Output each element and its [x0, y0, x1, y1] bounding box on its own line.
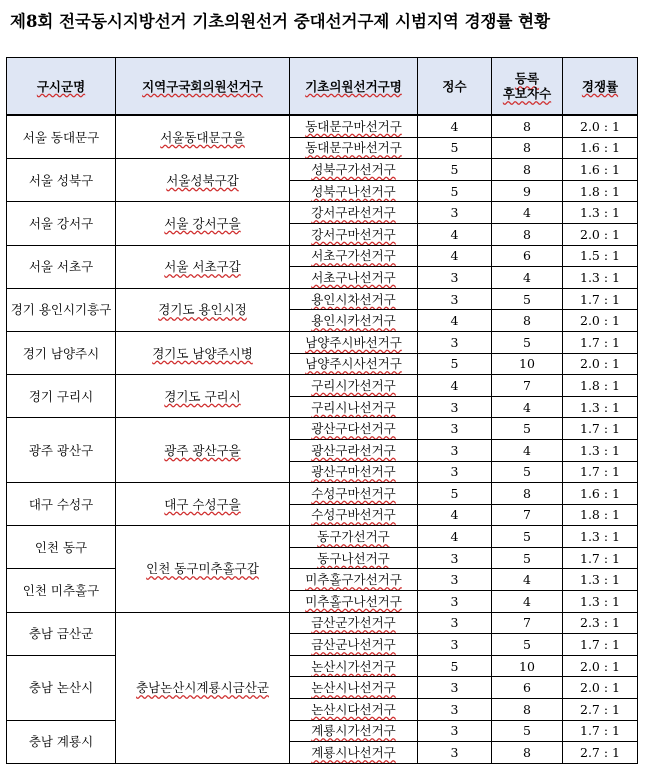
cell-candidates: 10 — [492, 353, 563, 375]
cell-ratio: 2.0 : 1 — [563, 655, 638, 677]
table-row — [7, 483, 638, 505]
cell-seats: 4 — [418, 310, 492, 332]
table-row — [7, 115, 638, 137]
cell-ratio: 1.7 : 1 — [563, 461, 638, 483]
cell-candidates: 5 — [492, 288, 563, 310]
cell-seats: 3 — [418, 396, 492, 418]
cell-district: 동구가선거구 — [290, 526, 418, 548]
cell-seats: 5 — [418, 180, 492, 202]
cell-ratio: 1.8 : 1 — [563, 180, 638, 202]
cell-sigungu: 경기 구리시 — [7, 375, 116, 418]
cell-candidates: 7 — [492, 612, 563, 634]
cell-district: 광산구다선거구 — [290, 418, 418, 440]
cell-district: 성북구나선거구 — [290, 180, 418, 202]
cell-district: 계룡시나선거구 — [290, 742, 418, 764]
cell-seats: 4 — [418, 115, 492, 137]
cell-ratio: 1.3 : 1 — [563, 591, 638, 613]
cell-ratio: 1.3 : 1 — [563, 202, 638, 224]
cell-candidates: 4 — [492, 591, 563, 613]
header-candidates: 등록 후보자수 — [492, 58, 563, 116]
cell-candidates: 8 — [492, 137, 563, 159]
cell-constituency: 경기도 용인시정 — [116, 288, 290, 331]
cell-constituency: 경기도 구리시 — [116, 375, 290, 418]
cell-seats: 3 — [418, 461, 492, 483]
cell-ratio: 2.0 : 1 — [563, 677, 638, 699]
cell-constituency: 서울동대문구을 — [116, 115, 290, 159]
cell-ratio: 2.3 : 1 — [563, 612, 638, 634]
cell-candidates: 4 — [492, 202, 563, 224]
cell-district: 미추홀구나선거구 — [290, 591, 418, 613]
cell-ratio: 1.5 : 1 — [563, 245, 638, 267]
cell-seats: 5 — [418, 483, 492, 505]
cell-sigungu: 서울 성북구 — [7, 159, 116, 202]
cell-district: 구리시가선거구 — [290, 375, 418, 397]
cell-ratio: 1.7 : 1 — [563, 418, 638, 440]
cell-seats: 3 — [418, 267, 492, 289]
cell-district: 서초구나선거구 — [290, 267, 418, 289]
table-row — [7, 202, 638, 224]
cell-sigungu: 충남 논산시 — [7, 655, 116, 720]
competition-table — [6, 57, 638, 764]
cell-seats: 4 — [418, 526, 492, 548]
cell-ratio: 1.7 : 1 — [563, 288, 638, 310]
cell-sigungu: 서울 동대문구 — [7, 115, 116, 159]
table-row — [7, 569, 638, 591]
cell-ratio: 1.7 : 1 — [563, 547, 638, 569]
cell-district: 광산구라선거구 — [290, 439, 418, 461]
cell-seats: 4 — [418, 504, 492, 526]
cell-district: 미추홀구가선거구 — [290, 569, 418, 591]
cell-candidates: 8 — [492, 483, 563, 505]
cell-sigungu: 서울 강서구 — [7, 202, 116, 245]
cell-ratio: 1.3 : 1 — [563, 439, 638, 461]
table-row — [7, 159, 638, 181]
cell-district: 수성구마선거구 — [290, 483, 418, 505]
cell-candidates: 5 — [492, 547, 563, 569]
cell-district: 강서구마선거구 — [290, 223, 418, 245]
cell-seats: 5 — [418, 655, 492, 677]
cell-constituency: 서울성북구갑 — [116, 159, 290, 202]
cell-ratio: 2.0 : 1 — [563, 310, 638, 332]
cell-ratio: 1.3 : 1 — [563, 396, 638, 418]
cell-seats: 4 — [418, 245, 492, 267]
cell-candidates: 8 — [492, 310, 563, 332]
cell-sigungu: 경기 남양주시 — [7, 331, 116, 374]
cell-seats: 5 — [418, 137, 492, 159]
header-ratio: 경쟁률 — [563, 58, 638, 116]
header-district: 기초의원선거구명 — [290, 58, 418, 116]
cell-constituency: 서울 강서구을 — [116, 202, 290, 245]
cell-ratio: 2.0 : 1 — [563, 115, 638, 137]
cell-seats: 3 — [418, 720, 492, 742]
cell-sigungu: 충남 계룡시 — [7, 720, 116, 763]
cell-seats: 3 — [418, 331, 492, 353]
cell-district: 계룡시가선거구 — [290, 720, 418, 742]
table-row — [7, 720, 638, 742]
cell-sigungu: 대구 수성구 — [7, 483, 116, 526]
cell-candidates: 8 — [492, 699, 563, 721]
cell-sigungu: 광주 광산구 — [7, 418, 116, 483]
cell-seats: 3 — [418, 612, 492, 634]
cell-candidates: 4 — [492, 396, 563, 418]
cell-district: 동대문구마선거구 — [290, 115, 418, 137]
cell-seats: 3 — [418, 439, 492, 461]
cell-ratio: 1.7 : 1 — [563, 331, 638, 353]
cell-ratio: 2.7 : 1 — [563, 699, 638, 721]
cell-candidates: 8 — [492, 159, 563, 181]
cell-constituency: 인천 동구미추홀구갑 — [116, 526, 290, 612]
cell-seats: 3 — [418, 288, 492, 310]
cell-ratio: 2.7 : 1 — [563, 742, 638, 764]
cell-constituency: 경기도 남양주시병 — [116, 331, 290, 374]
cell-district: 수성구바선거구 — [290, 504, 418, 526]
cell-district: 강서구라선거구 — [290, 202, 418, 224]
cell-candidates: 8 — [492, 742, 563, 764]
table-header-row — [7, 58, 638, 116]
cell-candidates: 8 — [492, 223, 563, 245]
cell-candidates: 5 — [492, 331, 563, 353]
cell-sigungu: 서울 서초구 — [7, 245, 116, 288]
cell-seats: 3 — [418, 677, 492, 699]
table-row — [7, 245, 638, 267]
cell-ratio: 2.0 : 1 — [563, 223, 638, 245]
cell-ratio: 1.8 : 1 — [563, 504, 638, 526]
cell-district: 금산군가선거구 — [290, 612, 418, 634]
cell-seats: 3 — [418, 202, 492, 224]
table-row — [7, 375, 638, 397]
cell-district: 성북구가선거구 — [290, 159, 418, 181]
cell-district: 서초구가선거구 — [290, 245, 418, 267]
table-row — [7, 288, 638, 310]
cell-candidates: 5 — [492, 526, 563, 548]
cell-seats: 3 — [418, 569, 492, 591]
cell-candidates: 7 — [492, 375, 563, 397]
page-title: 제8회 전국동시지방선거 기초의원선거 중대선거구제 시범지역 경쟁률 현황 — [10, 12, 551, 31]
cell-sigungu: 인천 동구 — [7, 526, 116, 569]
cell-candidates: 5 — [492, 418, 563, 440]
cell-candidates: 7 — [492, 504, 563, 526]
cell-ratio: 1.3 : 1 — [563, 569, 638, 591]
cell-ratio: 1.7 : 1 — [563, 720, 638, 742]
table-row — [7, 612, 638, 634]
header-sigungu: 구시군명 — [7, 58, 116, 116]
table-row — [7, 526, 638, 548]
cell-seats: 3 — [418, 699, 492, 721]
cell-sigungu: 충남 금산군 — [7, 612, 116, 655]
cell-candidates: 8 — [492, 115, 563, 137]
cell-constituency: 광주 광산구을 — [116, 418, 290, 483]
cell-district: 동구나선거구 — [290, 547, 418, 569]
cell-seats: 3 — [418, 418, 492, 440]
cell-ratio: 1.6 : 1 — [563, 137, 638, 159]
cell-constituency: 충남논산시계룡시금산군 — [116, 612, 290, 763]
cell-ratio: 1.6 : 1 — [563, 483, 638, 505]
cell-ratio: 1.7 : 1 — [563, 634, 638, 656]
cell-seats: 4 — [418, 375, 492, 397]
cell-seats: 3 — [418, 547, 492, 569]
cell-candidates: 6 — [492, 677, 563, 699]
table-row — [7, 655, 638, 677]
cell-district: 용인시카선거구 — [290, 310, 418, 332]
cell-candidates: 6 — [492, 245, 563, 267]
cell-candidates: 4 — [492, 569, 563, 591]
cell-district: 남양주시사선거구 — [290, 353, 418, 375]
cell-candidates: 4 — [492, 267, 563, 289]
cell-seats: 5 — [418, 353, 492, 375]
cell-seats: 4 — [418, 223, 492, 245]
cell-ratio: 2.0 : 1 — [563, 353, 638, 375]
table-row — [7, 331, 638, 353]
cell-ratio: 1.6 : 1 — [563, 159, 638, 181]
table-body — [7, 115, 638, 763]
cell-district: 논산시가선거구 — [290, 655, 418, 677]
cell-district: 금산군나선거구 — [290, 634, 418, 656]
cell-district: 남양주시바선거구 — [290, 331, 418, 353]
cell-seats: 3 — [418, 591, 492, 613]
cell-ratio: 1.3 : 1 — [563, 526, 638, 548]
cell-district: 광산구마선거구 — [290, 461, 418, 483]
cell-district: 용인시차선거구 — [290, 288, 418, 310]
header-seats: 정수 — [418, 58, 492, 116]
cell-candidates: 4 — [492, 439, 563, 461]
cell-district: 논산시나선거구 — [290, 677, 418, 699]
cell-candidates: 10 — [492, 655, 563, 677]
cell-constituency: 서울 서초구갑 — [116, 245, 290, 288]
cell-ratio: 1.3 : 1 — [563, 267, 638, 289]
cell-candidates: 5 — [492, 461, 563, 483]
cell-candidates: 5 — [492, 720, 563, 742]
cell-district: 구리시나선거구 — [290, 396, 418, 418]
cell-sigungu: 경기 용인시기흥구 — [7, 288, 116, 331]
cell-district: 논산시다선거구 — [290, 699, 418, 721]
cell-seats: 5 — [418, 159, 492, 181]
cell-candidates: 9 — [492, 180, 563, 202]
header-constituency: 지역구국회의원선거구 — [116, 58, 290, 116]
table-row — [7, 418, 638, 440]
cell-candidates: 5 — [492, 634, 563, 656]
cell-district: 동대문구바선거구 — [290, 137, 418, 159]
cell-seats: 3 — [418, 742, 492, 764]
cell-constituency: 대구 수성구을 — [116, 483, 290, 526]
cell-seats: 3 — [418, 634, 492, 656]
cell-sigungu: 인천 미추홀구 — [7, 569, 116, 612]
cell-ratio: 1.8 : 1 — [563, 375, 638, 397]
